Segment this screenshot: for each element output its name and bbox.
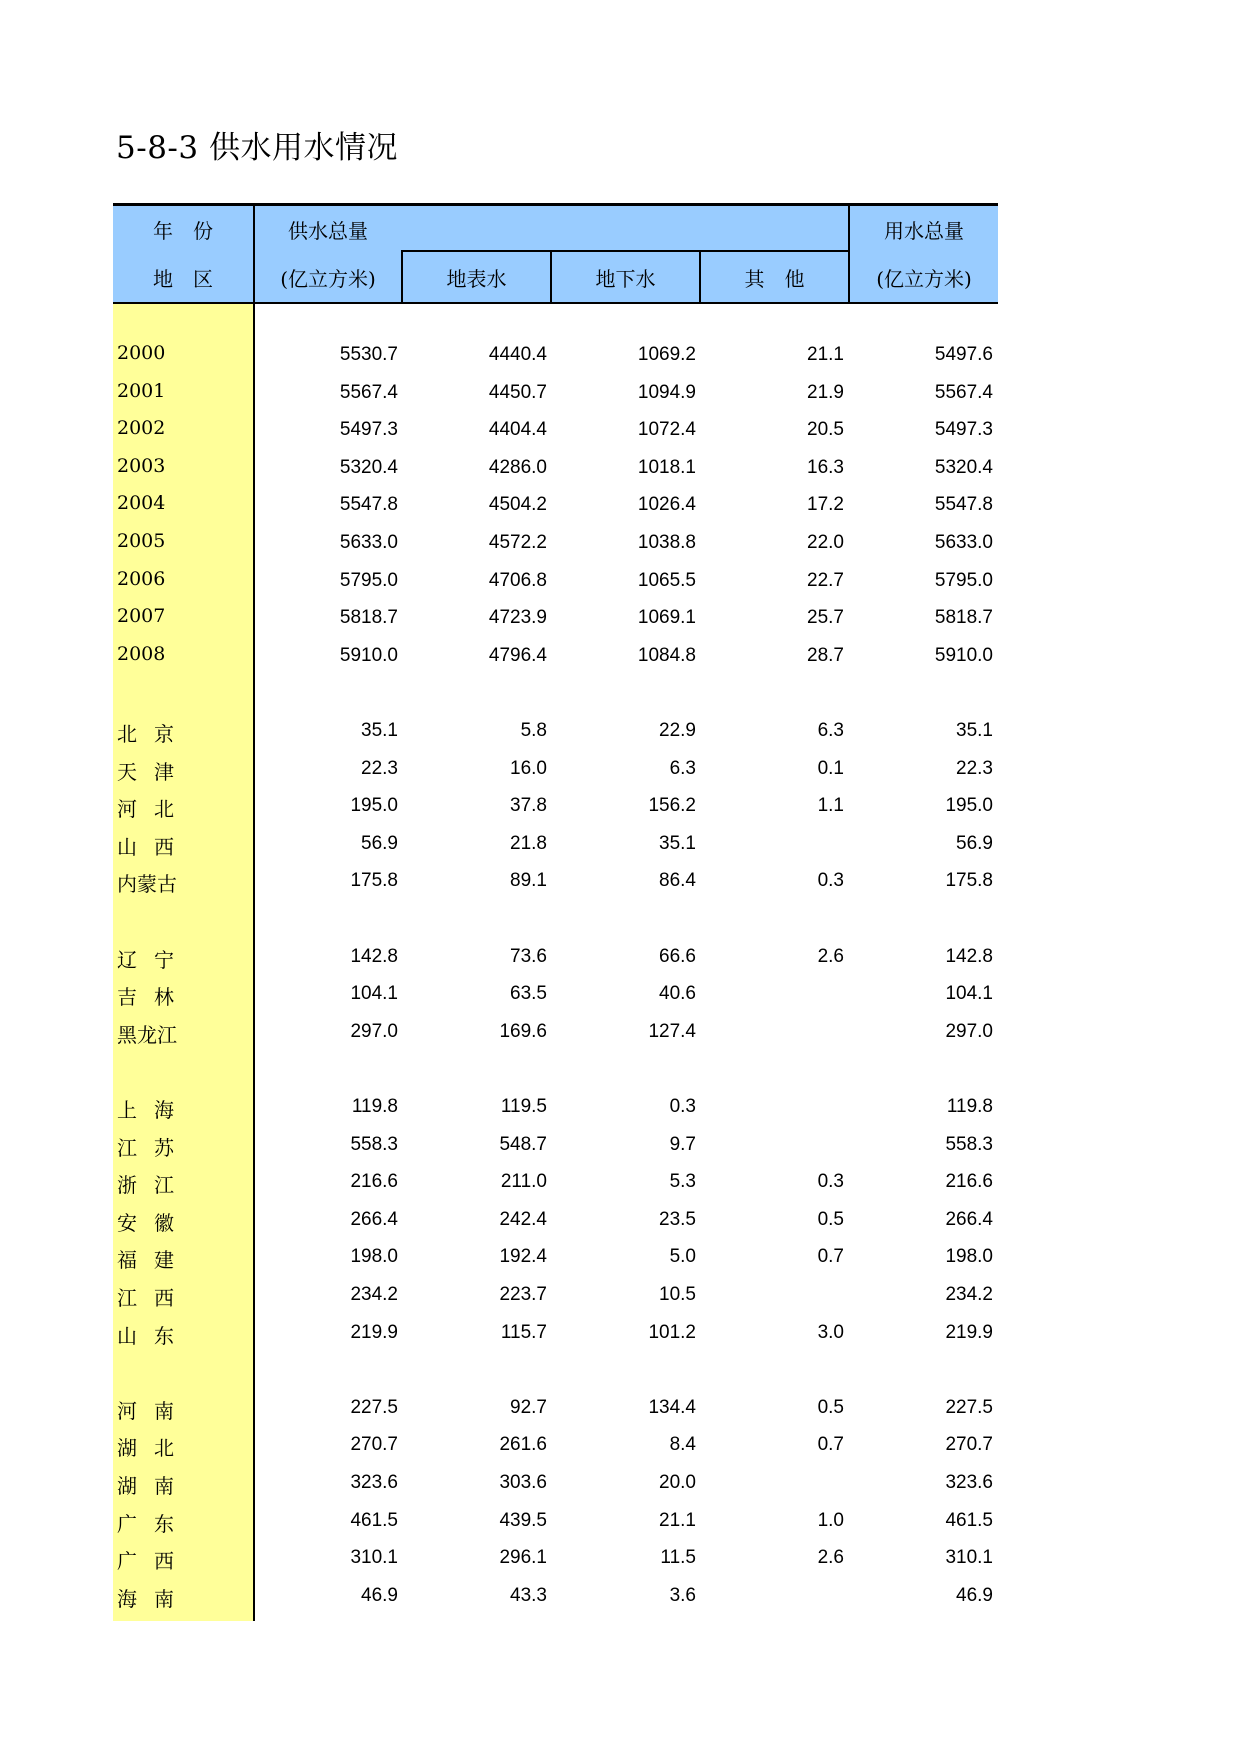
cell-supply: 142.8 xyxy=(350,945,398,967)
cell-surface: 296.1 xyxy=(499,1547,547,1569)
cell-supply: 5497.3 xyxy=(339,419,398,441)
cell-use: 5633.0 xyxy=(934,532,993,553)
cell-supply: 558.3 xyxy=(350,1133,398,1155)
year-label: 2007 xyxy=(117,605,166,628)
cell-ground: 35.1 xyxy=(659,832,696,854)
table-row xyxy=(113,486,998,524)
header-region: 地 区 xyxy=(153,267,213,291)
cell-supply: 5530.7 xyxy=(339,344,398,365)
table-row xyxy=(113,1426,998,1464)
cell-ground: 1094.9 xyxy=(637,381,696,403)
cell-surface: 192.4 xyxy=(499,1246,547,1268)
cell-surface: 4404.4 xyxy=(488,419,547,441)
region-label: 广东 xyxy=(117,1511,191,1536)
region-label: 内蒙古 xyxy=(117,872,177,897)
cell-supply: 5547.8 xyxy=(339,494,398,516)
cell-surface: 5.8 xyxy=(520,720,547,741)
region-label: 福建 xyxy=(117,1248,191,1273)
table-row xyxy=(113,750,998,788)
water-supply-table xyxy=(113,203,998,1629)
region-label: 湖北 xyxy=(117,1436,191,1461)
cell-other: 0.3 xyxy=(817,870,844,892)
region-label: 湖南 xyxy=(117,1474,191,1498)
cell-surface: 89.1 xyxy=(510,870,547,892)
cell-ground: 11.5 xyxy=(660,1547,696,1569)
cell-ground: 127.4 xyxy=(648,1020,696,1042)
table-row xyxy=(113,1238,998,1276)
cell-use: 310.1 xyxy=(945,1547,993,1569)
cell-supply: 297.0 xyxy=(350,1020,398,1042)
header-supply-total: 供水总量 xyxy=(288,219,368,243)
cell-ground: 1065.5 xyxy=(637,569,696,591)
table-row xyxy=(113,1577,998,1615)
cell-supply: 5910.0 xyxy=(339,644,398,666)
cell-supply: 5567.4 xyxy=(339,381,398,403)
table-header xyxy=(113,203,998,304)
cell-ground: 9.7 xyxy=(669,1133,696,1155)
cell-surface: 439.5 xyxy=(499,1509,547,1531)
region-label: 天津 xyxy=(117,759,191,784)
year-label: 2004 xyxy=(117,492,166,515)
cell-ground: 5.3 xyxy=(669,1171,696,1193)
cell-other: 17.2 xyxy=(807,494,844,516)
table-row xyxy=(113,1389,998,1427)
year-label: 2003 xyxy=(117,454,166,477)
cell-other: 25.7 xyxy=(807,607,844,629)
cell-ground: 6.3 xyxy=(669,757,696,779)
cell-other: 22.7 xyxy=(807,569,844,591)
cell-surface: 4723.9 xyxy=(488,607,547,629)
cell-other: 28.7 xyxy=(807,644,844,666)
table-row xyxy=(113,637,998,675)
cell-surface: 4450.7 xyxy=(488,381,547,403)
cell-ground: 23.5 xyxy=(659,1208,696,1230)
cell-use: 104.1 xyxy=(945,983,993,1005)
cell-use: 142.8 xyxy=(945,945,993,967)
cell-other: 6.3 xyxy=(817,720,844,741)
cell-use: 5320.4 xyxy=(934,456,993,478)
cell-ground: 8.4 xyxy=(669,1434,696,1456)
table-row xyxy=(113,449,998,487)
cell-ground: 0.3 xyxy=(669,1096,696,1117)
cell-ground: 5.0 xyxy=(669,1246,696,1268)
cell-supply: 234.2 xyxy=(350,1284,398,1305)
cell-supply: 56.9 xyxy=(361,832,398,854)
table-row xyxy=(113,787,998,825)
table-row xyxy=(113,1314,998,1352)
cell-surface: 16.0 xyxy=(510,757,547,779)
table-row xyxy=(113,825,998,863)
table-row xyxy=(113,1126,998,1164)
table-row xyxy=(113,1088,998,1126)
cell-surface: 4286.0 xyxy=(488,456,547,478)
region-label: 安徽 xyxy=(117,1210,191,1235)
table-row xyxy=(113,712,998,750)
header-supply-unit: (亿立方米) xyxy=(280,267,376,291)
cell-supply: 461.5 xyxy=(350,1509,398,1531)
region-label: 辽宁 xyxy=(117,947,191,972)
table-row xyxy=(113,524,998,562)
cell-use: 5910.0 xyxy=(934,644,993,666)
cell-other: 0.5 xyxy=(817,1208,844,1230)
cell-use: 5818.7 xyxy=(934,607,993,629)
table-row xyxy=(113,374,998,412)
cell-supply: 270.7 xyxy=(350,1434,398,1456)
cell-surface: 4796.4 xyxy=(488,644,547,666)
cell-supply: 5320.4 xyxy=(339,456,398,478)
region-label: 上海 xyxy=(117,1098,191,1122)
region-label: 江苏 xyxy=(117,1135,191,1160)
region-label: 广西 xyxy=(117,1549,191,1574)
cell-ground: 134.4 xyxy=(648,1396,696,1418)
region-label: 山西 xyxy=(117,834,191,859)
table-row xyxy=(113,336,998,374)
cell-other: 22.0 xyxy=(807,532,844,553)
region-label: 山东 xyxy=(117,1323,191,1348)
cell-use: 195.0 xyxy=(945,795,993,817)
table-row xyxy=(113,562,998,600)
cell-supply: 310.1 xyxy=(350,1547,398,1569)
header-use-unit: (亿立方米) xyxy=(876,267,972,291)
cell-ground: 1038.8 xyxy=(637,532,696,553)
cell-ground: 21.1 xyxy=(659,1509,696,1531)
cell-use: 270.7 xyxy=(945,1434,993,1456)
cell-surface: 242.4 xyxy=(499,1208,547,1230)
cell-use: 323.6 xyxy=(945,1472,993,1493)
year-label: 2000 xyxy=(117,342,166,364)
cell-use: 5567.4 xyxy=(934,381,993,403)
cell-other: 0.1 xyxy=(817,757,844,779)
page-title: 5-8-3 供水用水情况 xyxy=(116,130,398,166)
cell-surface: 43.3 xyxy=(510,1584,547,1606)
table-row xyxy=(113,1013,998,1051)
cell-other: 16.3 xyxy=(807,456,844,478)
cell-use: 46.9 xyxy=(956,1584,993,1606)
cell-surface: 169.6 xyxy=(499,1020,547,1042)
table-row xyxy=(113,411,998,449)
cell-other: 0.7 xyxy=(817,1434,844,1456)
region-label: 河南 xyxy=(117,1398,191,1423)
cell-surface: 4706.8 xyxy=(488,569,547,591)
region-label: 吉林 xyxy=(117,985,191,1010)
table-row xyxy=(113,1464,998,1502)
table-row xyxy=(113,975,998,1013)
cell-supply: 46.9 xyxy=(361,1584,398,1606)
cell-ground: 1069.1 xyxy=(637,607,696,629)
table-row xyxy=(113,1502,998,1540)
cell-use: 5547.8 xyxy=(934,494,993,516)
table-row xyxy=(113,1276,998,1314)
cell-supply: 227.5 xyxy=(350,1396,398,1418)
region-label: 河北 xyxy=(117,797,191,822)
cell-ground: 20.0 xyxy=(659,1472,696,1493)
cell-supply: 195.0 xyxy=(350,795,398,817)
cell-other: 2.6 xyxy=(817,1547,844,1569)
region-label: 北京 xyxy=(117,722,191,746)
cell-other: 1.0 xyxy=(817,1509,844,1531)
cell-ground: 10.5 xyxy=(659,1284,696,1305)
cell-surface: 548.7 xyxy=(499,1133,547,1155)
header-ground: 地下水 xyxy=(595,267,656,291)
cell-ground: 40.6 xyxy=(659,983,696,1005)
cell-use: 558.3 xyxy=(945,1133,993,1155)
cell-other: 20.5 xyxy=(807,419,844,441)
table-row xyxy=(113,1201,998,1239)
cell-surface: 73.6 xyxy=(510,945,547,967)
cell-ground: 86.4 xyxy=(659,870,696,892)
header-use-total: 用水总量 xyxy=(884,219,964,243)
cell-use: 219.9 xyxy=(945,1321,993,1343)
cell-supply: 198.0 xyxy=(350,1246,398,1268)
cell-use: 22.3 xyxy=(956,757,993,779)
region-label: 海南 xyxy=(117,1586,191,1611)
header-other: 其 他 xyxy=(744,267,805,291)
table-row xyxy=(113,1163,998,1201)
cell-supply: 216.6 xyxy=(350,1171,398,1193)
cell-use: 297.0 xyxy=(945,1020,993,1042)
cell-use: 56.9 xyxy=(956,832,993,854)
region-label: 黑龙江 xyxy=(117,1022,177,1047)
cell-ground: 1026.4 xyxy=(637,494,696,516)
cell-ground: 1069.2 xyxy=(637,344,696,365)
cell-ground: 1084.8 xyxy=(637,644,696,666)
cell-ground: 22.9 xyxy=(659,720,696,741)
cell-ground: 3.6 xyxy=(669,1584,696,1606)
cell-supply: 219.9 xyxy=(350,1321,398,1343)
cell-surface: 303.6 xyxy=(499,1472,547,1493)
cell-other: 1.1 xyxy=(817,795,844,817)
cell-surface: 4440.4 xyxy=(488,344,547,365)
region-label: 江西 xyxy=(117,1286,191,1310)
cell-other: 3.0 xyxy=(817,1321,844,1343)
cell-use: 5497.6 xyxy=(934,344,993,365)
cell-surface: 4504.2 xyxy=(488,494,547,516)
cell-surface: 261.6 xyxy=(499,1434,547,1456)
cell-surface: 63.5 xyxy=(510,983,547,1005)
cell-use: 216.6 xyxy=(945,1171,993,1193)
region-label: 浙江 xyxy=(117,1173,191,1198)
table-row xyxy=(113,599,998,637)
table-row xyxy=(113,1539,998,1577)
cell-supply: 175.8 xyxy=(350,870,398,892)
cell-ground: 156.2 xyxy=(648,795,696,817)
cell-supply: 5818.7 xyxy=(339,607,398,629)
table-row xyxy=(113,862,998,900)
cell-use: 461.5 xyxy=(945,1509,993,1531)
cell-use: 5795.0 xyxy=(934,569,993,591)
header-surface: 地表水 xyxy=(446,267,507,291)
cell-surface: 211.0 xyxy=(500,1171,547,1193)
year-label: 2005 xyxy=(117,530,166,552)
year-label: 2006 xyxy=(117,567,166,590)
table-row xyxy=(113,938,998,976)
cell-ground: 1018.1 xyxy=(637,456,696,478)
cell-supply: 5633.0 xyxy=(339,532,398,553)
cell-use: 119.8 xyxy=(946,1096,993,1117)
cell-surface: 4572.2 xyxy=(488,532,547,553)
cell-ground: 1072.4 xyxy=(637,419,696,441)
table-body xyxy=(113,304,998,1629)
cell-supply: 323.6 xyxy=(350,1472,398,1493)
header-year: 年 份 xyxy=(153,219,213,243)
cell-use: 234.2 xyxy=(945,1284,993,1305)
cell-other: 21.1 xyxy=(807,344,844,365)
cell-use: 5497.3 xyxy=(934,419,993,441)
cell-surface: 92.7 xyxy=(510,1396,547,1418)
cell-use: 198.0 xyxy=(945,1246,993,1268)
year-label: 2008 xyxy=(117,642,166,665)
cell-ground: 101.2 xyxy=(648,1321,696,1343)
cell-supply: 266.4 xyxy=(350,1208,398,1230)
cell-surface: 223.7 xyxy=(499,1284,547,1305)
cell-other: 0.3 xyxy=(817,1171,844,1193)
cell-use: 266.4 xyxy=(945,1208,993,1230)
cell-other: 2.6 xyxy=(817,945,844,967)
year-label: 2002 xyxy=(117,417,166,440)
cell-supply: 119.8 xyxy=(351,1096,398,1117)
cell-other: 0.7 xyxy=(817,1246,844,1268)
cell-surface: 37.8 xyxy=(510,795,547,817)
cell-ground: 66.6 xyxy=(659,945,696,967)
cell-supply: 22.3 xyxy=(361,757,398,779)
cell-surface: 115.7 xyxy=(500,1321,547,1343)
cell-supply: 5795.0 xyxy=(339,569,398,591)
cell-use: 227.5 xyxy=(945,1396,993,1418)
cell-use: 35.1 xyxy=(956,720,993,741)
cell-other: 0.5 xyxy=(817,1396,844,1418)
cell-surface: 21.8 xyxy=(510,832,547,854)
cell-use: 175.8 xyxy=(945,870,993,892)
cell-supply: 104.1 xyxy=(350,983,398,1005)
cell-surface: 119.5 xyxy=(500,1096,547,1117)
year-label: 2001 xyxy=(117,379,166,402)
cell-supply: 35.1 xyxy=(361,720,398,741)
cell-other: 21.9 xyxy=(807,381,844,403)
